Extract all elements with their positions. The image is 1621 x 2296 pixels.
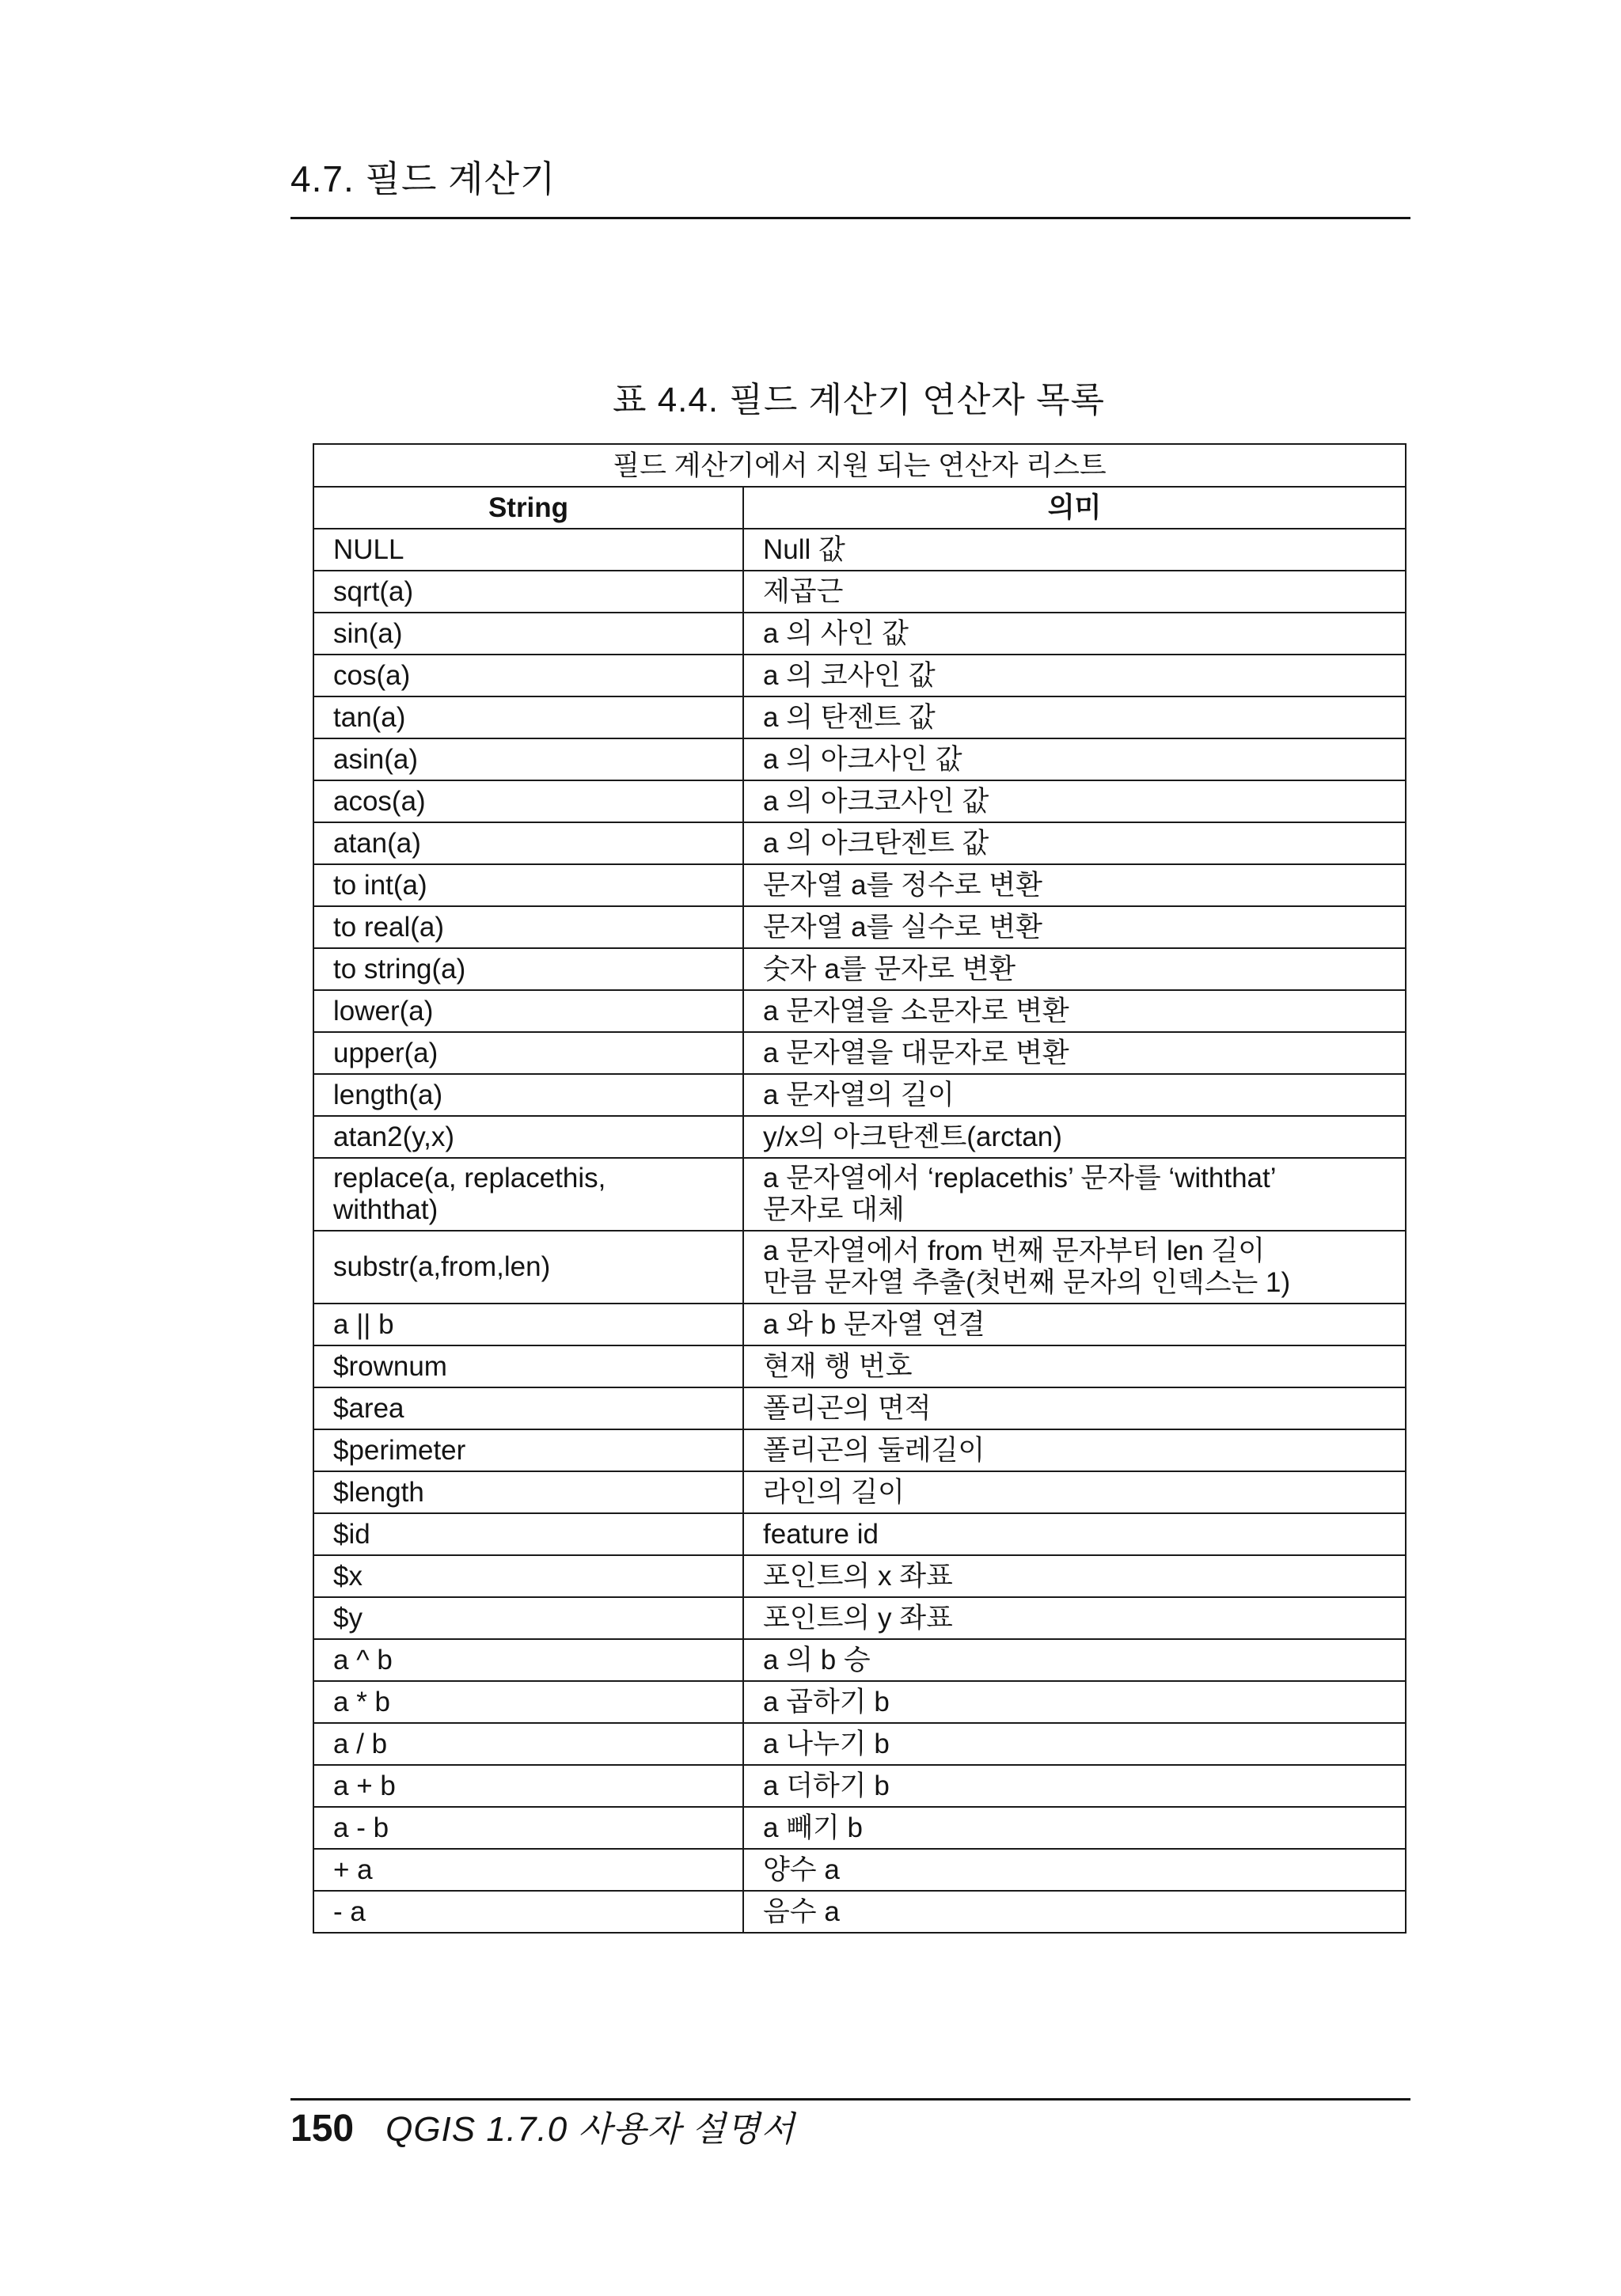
meaning-cell: 제곱근	[743, 571, 1406, 613]
table-row	[313, 655, 1406, 696]
meaning-cell: a 의 아크탄젠트 값	[743, 822, 1406, 864]
table-row	[313, 1597, 1406, 1639]
table-row	[313, 780, 1406, 822]
meaning-cell: 문자열 a를 실수로 변환	[743, 906, 1406, 948]
table-row	[313, 1471, 1406, 1513]
operator-cell: a || b	[313, 1304, 743, 1345]
meaning-cell: a 문자열에서 ‘replacethis’ 문자를 ‘withthat’ 문자로 대체	[743, 1158, 1406, 1231]
meaning-cell: a 의 사인 값	[743, 613, 1406, 655]
operator-cell: to string(a)	[313, 948, 743, 990]
operator-cell: $rownum	[313, 1345, 743, 1387]
column-header-string: String	[313, 487, 743, 529]
operator-cell: $length	[313, 1471, 743, 1513]
meaning-cell: 폴리곤의 둘레길이	[743, 1429, 1406, 1471]
meaning-cell: a 빼기 b	[743, 1807, 1406, 1849]
table-row	[313, 1723, 1406, 1765]
operator-cell: $y	[313, 1597, 743, 1639]
operator-cell: atan2(y,x)	[313, 1116, 743, 1158]
table-row	[313, 1849, 1406, 1891]
table-row	[313, 1116, 1406, 1158]
operator-cell: sqrt(a)	[313, 571, 743, 613]
page-footer	[290, 2105, 795, 2161]
table-row	[313, 1681, 1406, 1723]
table-body	[313, 529, 1406, 1933]
header-rule	[290, 217, 1410, 219]
meaning-cell: 양수 a	[743, 1849, 1406, 1891]
table-title: 필드 계산기에서 지원 되는 연산자 리스트	[313, 444, 1406, 487]
meaning-cell: y/x의 아크탄젠트(arctan)	[743, 1116, 1406, 1158]
meaning-cell: a 와 b 문자열 연결	[743, 1304, 1406, 1345]
table-row	[313, 1074, 1406, 1116]
table-row	[313, 822, 1406, 864]
meaning-cell: a 의 b 승	[743, 1639, 1406, 1681]
meaning-cell: 포인트의 x 좌표	[743, 1555, 1406, 1597]
operator-cell: asin(a)	[313, 738, 743, 780]
table-header-row	[313, 487, 1406, 529]
table-row	[313, 738, 1406, 780]
operator-cell: a * b	[313, 1681, 743, 1723]
meaning-cell: a 문자열의 길이	[743, 1074, 1406, 1116]
operator-cell: a - b	[313, 1807, 743, 1849]
table-title-row	[313, 444, 1406, 487]
table-row	[313, 1765, 1406, 1807]
meaning-cell: Null 값	[743, 529, 1406, 571]
meaning-cell: 포인트의 y 좌표	[743, 1597, 1406, 1639]
meaning-cell: a 의 아크사인 값	[743, 738, 1406, 780]
operator-cell: NULL	[313, 529, 743, 571]
operator-table	[313, 443, 1407, 1934]
meaning-cell: feature id	[743, 1513, 1406, 1555]
operator-cell: to real(a)	[313, 906, 743, 948]
table-row	[313, 1807, 1406, 1849]
meaning-cell: a 더하기 b	[743, 1765, 1406, 1807]
meaning-cell: a 문자열을 소문자로 변환	[743, 990, 1406, 1032]
operator-cell: replace(a, replacethis, withthat)	[313, 1158, 743, 1231]
table-row	[313, 864, 1406, 906]
operator-cell: + a	[313, 1849, 743, 1891]
operator-cell: $x	[313, 1555, 743, 1597]
meaning-cell: a 나누기 b	[743, 1723, 1406, 1765]
table-row	[313, 1231, 1406, 1304]
table-row	[313, 571, 1406, 613]
table-row	[313, 1891, 1406, 1933]
table-row	[313, 1158, 1406, 1231]
section-header: 4.7. 필드 계산기	[290, 158, 556, 199]
operator-cell: acos(a)	[313, 780, 743, 822]
meaning-cell: 음수 a	[743, 1891, 1406, 1933]
operator-cell: $perimeter	[313, 1429, 743, 1471]
table-row	[313, 906, 1406, 948]
table-row	[313, 1032, 1406, 1074]
operator-cell: upper(a)	[313, 1032, 743, 1074]
operator-cell: cos(a)	[313, 655, 743, 696]
operator-cell: - a	[313, 1891, 743, 1933]
table-caption: 표 4.4. 필드 계산기 연산자 목록	[612, 381, 1106, 419]
meaning-cell: a 문자열을 대문자로 변환	[743, 1032, 1406, 1074]
table-row	[313, 1304, 1406, 1345]
operator-cell: sin(a)	[313, 613, 743, 655]
table-head	[313, 444, 1406, 529]
meaning-cell: 숫자 a를 문자로 변환	[743, 948, 1406, 990]
book-title: QGIS 1.7.0 사용자 설명서	[385, 2110, 795, 2149]
table-row	[313, 1555, 1406, 1597]
operator-cell: a + b	[313, 1765, 743, 1807]
meaning-cell: a 곱하기 b	[743, 1681, 1406, 1723]
meaning-cell: a 의 코사인 값	[743, 655, 1406, 696]
table-row	[313, 1513, 1406, 1555]
table-row	[313, 948, 1406, 990]
meaning-cell: 폴리곤의 면적	[743, 1387, 1406, 1429]
operator-cell: tan(a)	[313, 696, 743, 738]
operator-cell: $id	[313, 1513, 743, 1555]
table-row	[313, 613, 1406, 655]
meaning-cell: 라인의 길이	[743, 1471, 1406, 1513]
column-header-meaning: 의미	[743, 487, 1406, 529]
table-row	[313, 1345, 1406, 1387]
footer-rule	[290, 2098, 1410, 2101]
meaning-cell: 문자열 a를 정수로 변환	[743, 864, 1406, 906]
table-row	[313, 990, 1406, 1032]
operator-cell: atan(a)	[313, 822, 743, 864]
table-row	[313, 1429, 1406, 1471]
operator-cell: to int(a)	[313, 864, 743, 906]
meaning-cell: a 문자열에서 from 번째 문자부터 len 길이 만큼 문자열 추출(첫번째 문자의 인덱스는 1)	[743, 1231, 1406, 1304]
table-row	[313, 529, 1406, 571]
table-row	[313, 1387, 1406, 1429]
meaning-cell: a 의 탄젠트 값	[743, 696, 1406, 738]
operator-cell: substr(a,from,len)	[313, 1231, 743, 1304]
table-row	[313, 1639, 1406, 1681]
operator-cell: lower(a)	[313, 990, 743, 1032]
meaning-cell: 현재 행 번호	[743, 1345, 1406, 1387]
operator-cell: a / b	[313, 1723, 743, 1765]
table-row	[313, 696, 1406, 738]
operator-cell: $area	[313, 1387, 743, 1429]
page-number: 150	[290, 2108, 355, 2150]
meaning-cell: a 의 아크코사인 값	[743, 780, 1406, 822]
operator-cell: a ^ b	[313, 1639, 743, 1681]
operator-cell: length(a)	[313, 1074, 743, 1116]
